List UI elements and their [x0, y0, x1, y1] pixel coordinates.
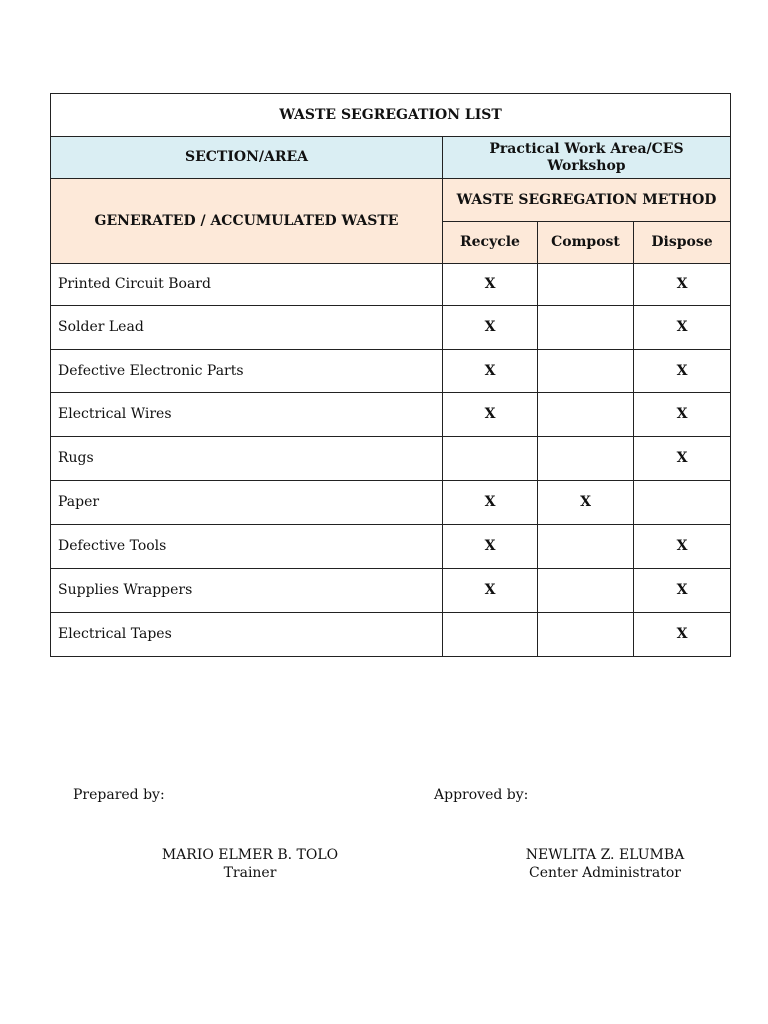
dispose-mark: X	[634, 350, 731, 393]
dispose-mark: X	[634, 264, 731, 306]
section-row	[51, 137, 731, 179]
recycle-mark: X	[443, 525, 538, 569]
waste-item: Defective Tools	[51, 525, 443, 569]
compost-mark	[538, 306, 634, 350]
method-header: WASTE SEGREGATION METHOD	[443, 179, 731, 222]
table-row	[51, 350, 731, 393]
approved-by-role: Center Administrator	[529, 865, 681, 881]
column-header-dispose: Dispose	[634, 222, 731, 264]
prepared-by-name: MARIO ELMER B. TOLO	[161, 847, 339, 863]
section-label: SECTION/AREA	[51, 137, 443, 179]
dispose-mark: X	[634, 525, 731, 569]
table-row	[51, 393, 731, 437]
compost-mark	[538, 393, 634, 437]
table-row	[51, 264, 731, 306]
method-row	[51, 179, 731, 222]
table-row	[51, 306, 731, 350]
table-row	[51, 437, 731, 481]
waste-item: Printed Circuit Board	[51, 264, 443, 306]
compost-mark	[538, 569, 634, 613]
compost-mark	[538, 613, 634, 657]
compost-mark	[538, 350, 634, 393]
table-row	[51, 613, 731, 657]
column-header-recycle: Recycle	[443, 222, 538, 264]
recycle-mark: X	[443, 264, 538, 306]
table-title: WASTE SEGREGATION LIST	[51, 94, 731, 137]
recycle-mark	[443, 437, 538, 481]
dispose-mark: X	[634, 569, 731, 613]
section-value: Practical Work Area/CES Workshop	[443, 137, 731, 179]
column-header-compost: Compost	[538, 222, 634, 264]
dispose-mark	[634, 481, 731, 525]
recycle-mark: X	[443, 306, 538, 350]
waste-item: Solder Lead	[51, 306, 443, 350]
recycle-mark: X	[443, 350, 538, 393]
table-body	[51, 94, 731, 657]
dispose-mark: X	[634, 613, 731, 657]
title-row	[51, 94, 731, 137]
waste-item: Electrical Tapes	[51, 613, 443, 657]
recycle-mark: X	[443, 569, 538, 613]
compost-mark	[538, 525, 634, 569]
approved-by-block	[505, 846, 705, 882]
table-row	[51, 525, 731, 569]
prepared-by-block	[144, 846, 356, 882]
prepared-by-role: Trainer	[223, 865, 277, 881]
compost-mark	[538, 437, 634, 481]
waste-item: Electrical Wires	[51, 393, 443, 437]
recycle-mark	[443, 613, 538, 657]
prepared-by-label: Prepared by:	[73, 787, 165, 803]
waste-header: GENERATED / ACCUMULATED WASTE	[51, 179, 443, 264]
waste-item: Defective Electronic Parts	[51, 350, 443, 393]
dispose-mark: X	[634, 306, 731, 350]
table-row	[51, 481, 731, 525]
dispose-mark: X	[634, 437, 731, 481]
recycle-mark: X	[443, 481, 538, 525]
dispose-mark: X	[634, 393, 731, 437]
waste-item: Paper	[51, 481, 443, 525]
compost-mark: X	[538, 481, 634, 525]
approved-by-name: NEWLITA Z. ELUMBA	[525, 847, 685, 863]
recycle-mark: X	[443, 393, 538, 437]
waste-segregation-table	[50, 93, 731, 657]
table-row	[51, 569, 731, 613]
waste-item: Supplies Wrappers	[51, 569, 443, 613]
approved-by-label: Approved by:	[434, 787, 529, 803]
compost-mark	[538, 264, 634, 306]
waste-item: Rugs	[51, 437, 443, 481]
